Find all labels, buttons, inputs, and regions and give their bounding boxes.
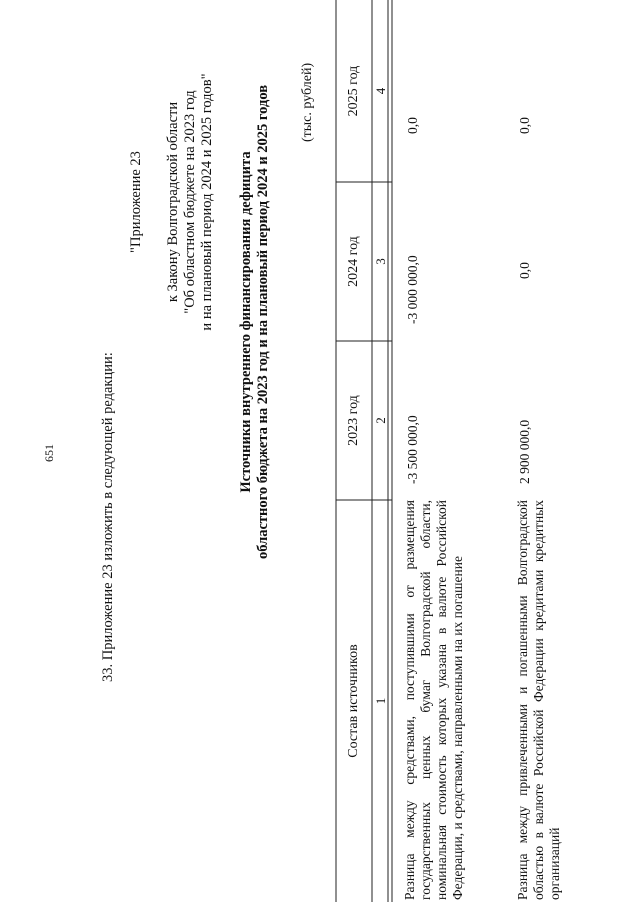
header-2024: 2024 год — [346, 236, 361, 287]
annex-line: "Об областном бюджете на 2023 год — [182, 90, 198, 314]
annex-line: к Закону Волгоградской области — [165, 101, 181, 303]
table-title — [238, 0, 272, 672]
table-title-line: областного бюджета на 2023 год и на плановый период 2024 и 2025 годов — [255, 84, 271, 560]
table-title-line: Источники внутреннего финансирования дефицита — [238, 151, 254, 493]
header-2025: 2025 год — [346, 65, 361, 117]
header-sources: Состав источников — [346, 644, 361, 758]
table-row-2-value-2023: 2 900 000,0 — [517, 419, 532, 484]
column-number: 3 — [373, 258, 388, 265]
page-number: 651 — [42, 444, 56, 462]
annex-title: "Приложение 23 — [128, 151, 144, 253]
table-row-2-description: Разница между привлеченными и погашенными Волгоградской областью в валюте Российской Федерации кредитами кредитных организаций — [515, 500, 562, 900]
header-2023: 2023 год — [346, 395, 361, 446]
table-row-2-value-2025: 0,0 — [517, 117, 532, 134]
units-label: (тыс. рублей) — [300, 62, 315, 142]
table-row-1-value-2025: 0,0 — [405, 117, 420, 134]
table-row-1-description: Разница между средствами, поступившими от размещения государственных ценных бумаг Волгоградской области, номинальная стоимость которых указана в валюте Российской Федерации, и средствами, направленными на их погашение — [402, 500, 465, 900]
annex-line: и на плановый период 2024 и 2025 годов" — [199, 73, 215, 331]
column-number: 1 — [373, 697, 388, 705]
intro-line: 33. Приложение 23 изложить в следующей редакции: — [100, 352, 116, 682]
table-row-1-value-2024: -3 000 000,0 — [405, 255, 420, 324]
column-number: 4 — [373, 87, 388, 95]
table-row-1-value-2023: -3 500 000,0 — [405, 415, 420, 484]
annex-block — [128, 32, 216, 372]
table-row-2-value-2024: 0,0 — [517, 262, 532, 279]
column-number: 2 — [373, 417, 388, 424]
